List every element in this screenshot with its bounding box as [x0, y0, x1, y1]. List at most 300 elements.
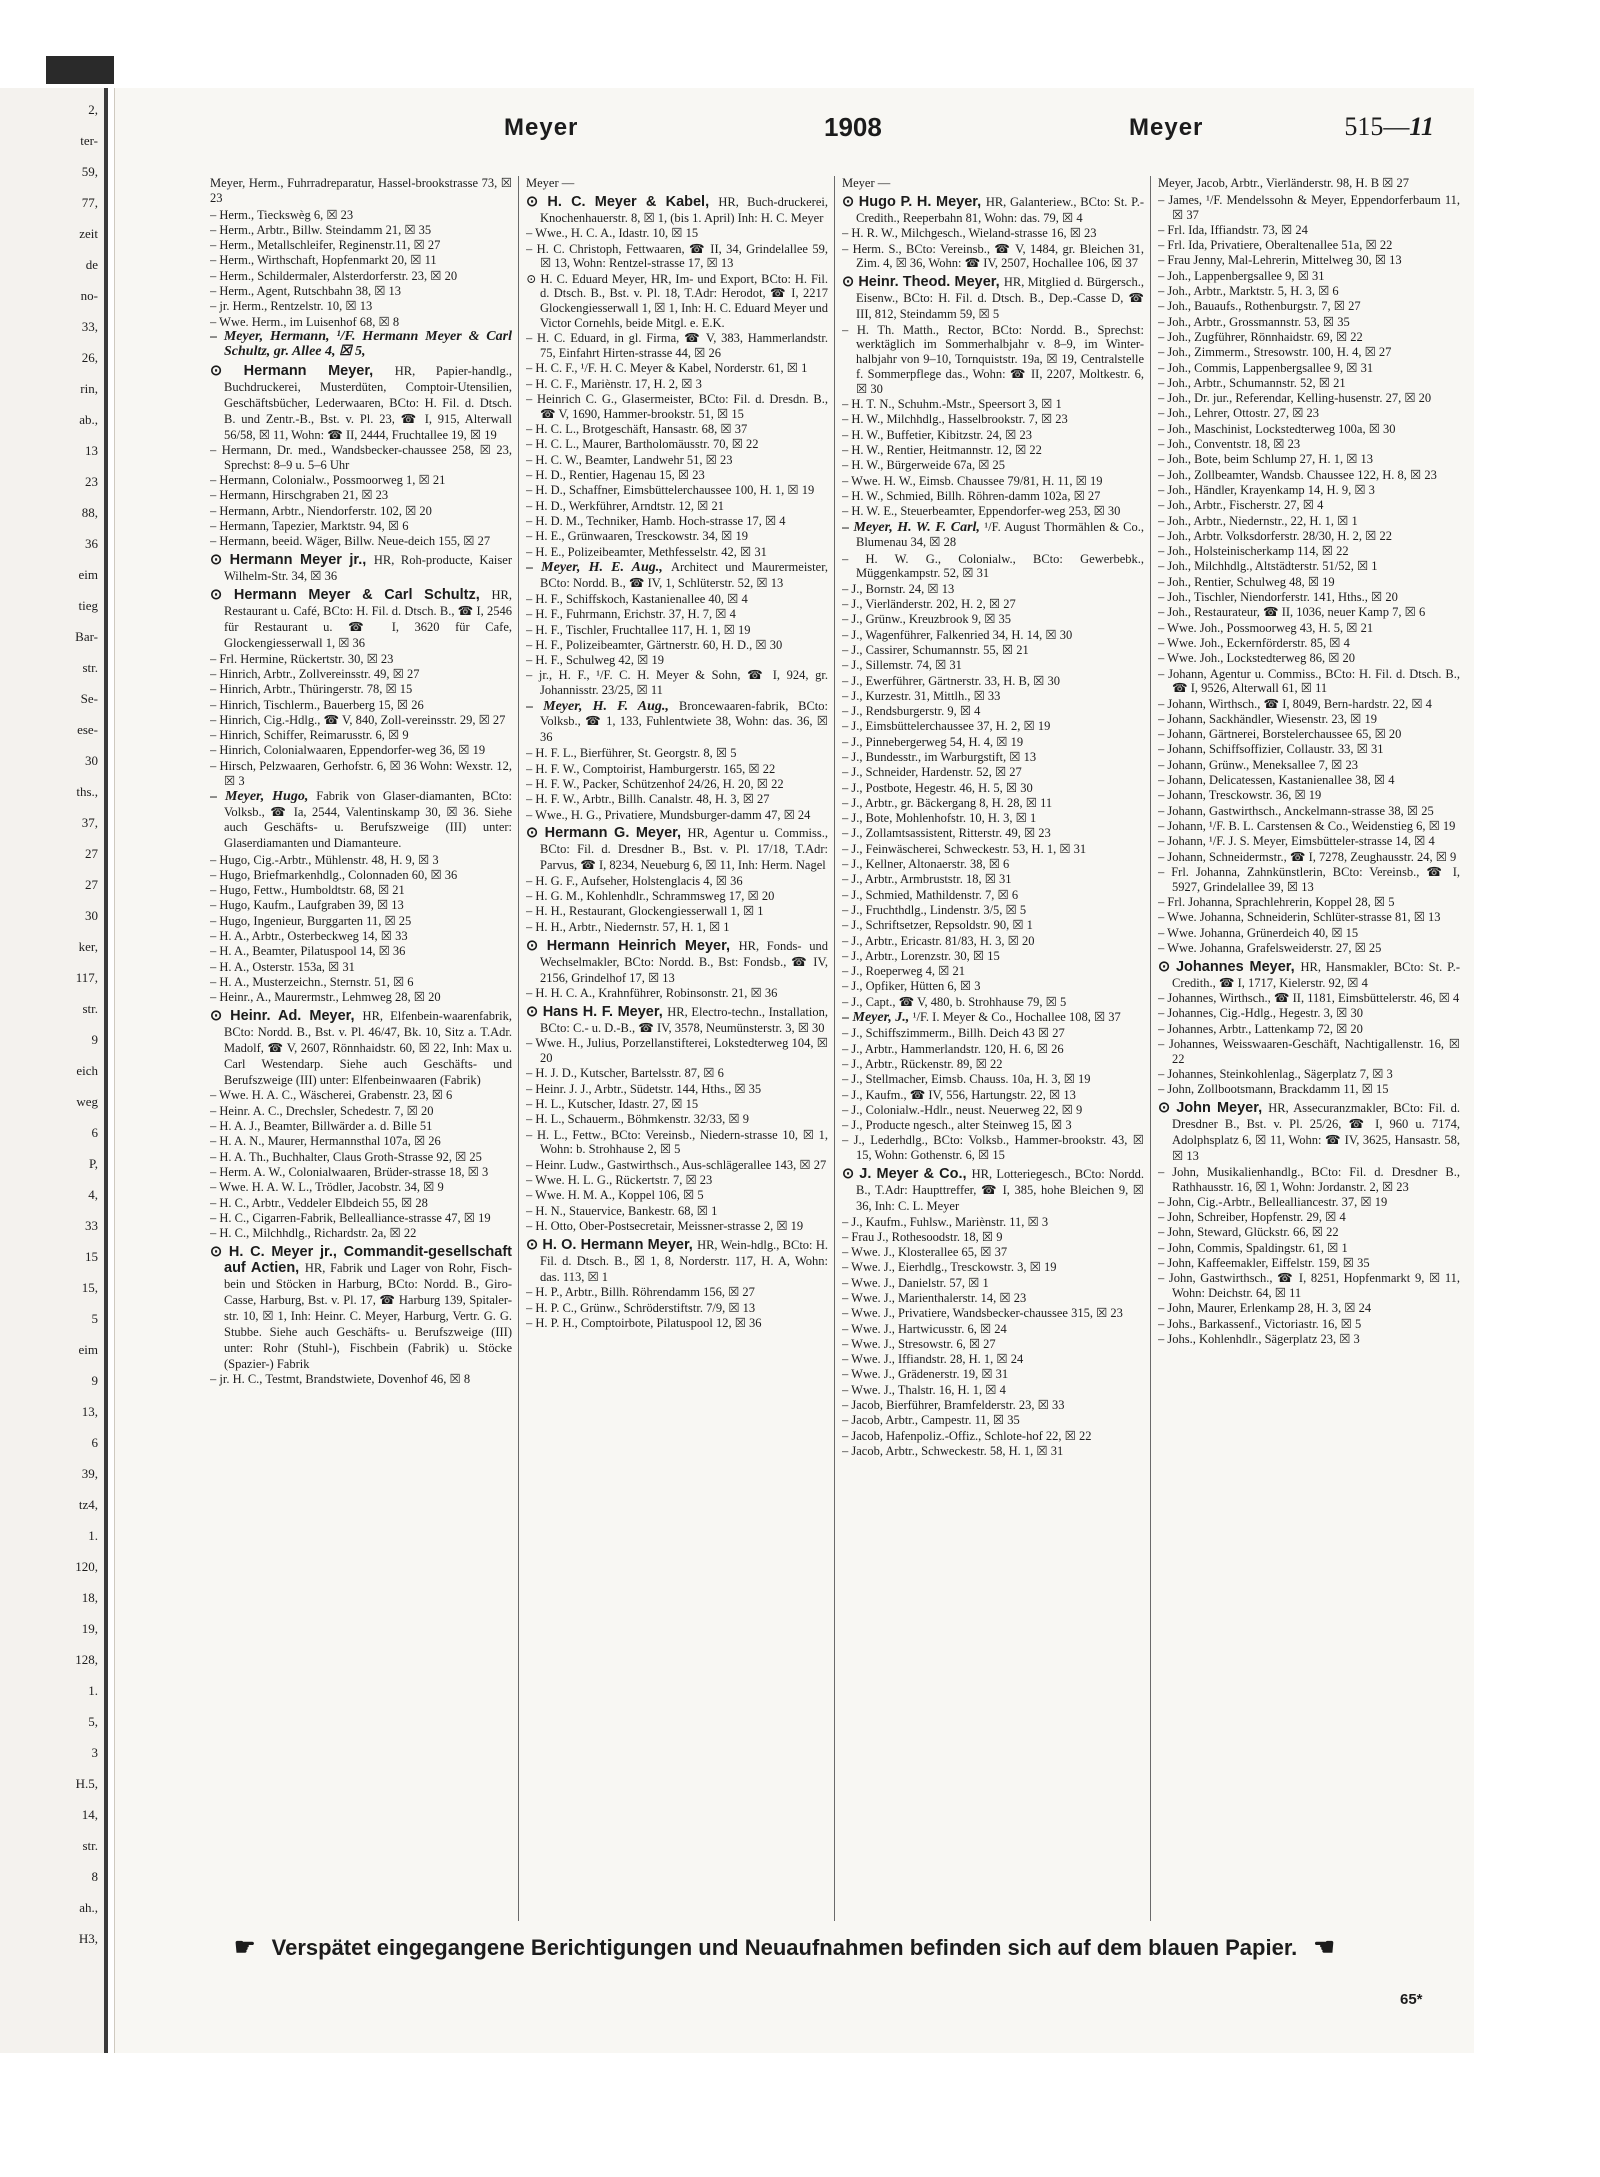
- entry-name: – H. C., Milchhdlg., Richardstr. 2a, ☒ 22: [210, 1226, 417, 1241]
- entry-name: – James, ¹/F. Mendelssohn & Meyer, Eppendorferbaum 11, ☒ 37: [1158, 192, 1460, 222]
- directory-entry: [1158, 758, 1460, 773]
- entry-name: – H. F. W., Arbtr., Billh. Canalstr. 48, H. 3, ☒ 27: [526, 792, 770, 807]
- directory-entry: [842, 1322, 1144, 1337]
- directory-entry: [1158, 468, 1460, 483]
- page-fold-edge: [104, 88, 108, 2053]
- directory-entry: [526, 1301, 828, 1316]
- entry-name: – H. F. L., Bierführer, St. Georgstr. 8, ☒ 5: [526, 746, 737, 761]
- entry-name: – Wwe. H. A. W. L., Trödler, Jacobstr. 34, ☒ 9: [210, 1180, 444, 1195]
- entry-name: – J., Cassirer, Schumannstr. 55, ☒ 21: [842, 642, 1029, 657]
- column-2: [526, 176, 828, 1921]
- entry-name: – Meyer, H. W. F. Carl,: [842, 519, 985, 535]
- directory-entry: [842, 1260, 1144, 1275]
- directory-entry: [210, 1088, 512, 1103]
- directory-entry: [526, 607, 828, 622]
- directory-entry: [1158, 773, 1460, 788]
- directory-entry: [842, 674, 1144, 689]
- entry-name: – H. P. C., Grünw., Schröderstiftstr. 7/9, ☒ 13: [526, 1300, 756, 1315]
- entry-name: – H. D., Rentier, Hagenau 15, ☒ 23: [526, 468, 705, 483]
- entry-name: ⊙ H. C. Meyer & Kabel,: [526, 193, 719, 210]
- header-right-keyword: Meyer: [1129, 114, 1204, 141]
- directory-entry: [1158, 697, 1460, 712]
- directory-entry: [526, 377, 828, 392]
- entry-name: – H. C. W., Beamter, Landwehr 51, ☒ 23: [526, 452, 733, 467]
- column-1: [210, 176, 512, 1921]
- margin-fragment: ese-: [77, 722, 98, 737]
- margin-fragment: str.: [82, 660, 98, 675]
- directory-entry: [842, 428, 1144, 443]
- directory-entry: [842, 1306, 1144, 1321]
- entry-details: HR, Papier-handlg., Buchdruckerei, Musterdüten, Comptoir-Utensilien, Geschäftsbücher, Lederwaaren, BCto: H. Fil. d. Dtsch. B. und Zentr.-B., Bst. v. Pl. 23, ☎ I, 915, Alterwall 56/58, ☒ 11, Wohn: ☎ II, 2444, Fruchtallee 19, ☒ 19: [224, 363, 512, 442]
- directory-entry: [842, 1291, 1144, 1306]
- directory-entry: [842, 1215, 1144, 1230]
- directory-entry: [526, 242, 828, 272]
- directory-entry: [1158, 299, 1460, 314]
- entry-name: – H. W., Schmied, Billh. Röhren-damm 102a, ☒ 27: [842, 488, 1101, 503]
- directory-entry: [210, 853, 512, 868]
- entry-name: – H. W. E., Steuerbeamter, Eppendorfer-weg 253, ☒ 30: [842, 504, 1121, 519]
- directory-entry: [210, 504, 512, 519]
- directory-entry: [210, 975, 512, 990]
- entry-name: – Heinr. J. J., Arbtr., Südetstr. 144, Hths., ☒ 35: [526, 1081, 762, 1096]
- directory-entry: [842, 1429, 1144, 1444]
- directory-entry: [526, 331, 828, 361]
- column-3: [842, 176, 1144, 1921]
- directory-entry: [526, 468, 828, 483]
- entry-name: – Johannes, Weisswaaren-Geschäft, Nachtigallenstr. 16, ☒ 22: [1158, 1037, 1460, 1066]
- directory-entry: [1158, 651, 1460, 666]
- entry-details: HR, Lotteriegesch., BCto: Nordd. B., T.Adr: Haupttreffer, ☎ I, 385, hohe Bleichen 9, ☒ 36, Inh: C. L. Meyer: [856, 1167, 1144, 1214]
- directory-entry: [842, 1352, 1144, 1367]
- entry-name: – John, Cig.-Arbtr., Bellealliancestr. 37, ☒ 19: [1158, 1194, 1388, 1209]
- directory-entry: [842, 1103, 1144, 1118]
- directory-entry: [1158, 406, 1460, 421]
- directory-entry: [842, 597, 1144, 612]
- entry-name: – Joh., Arbtr., Niedernstr., 22, H. 1, ☒ 1: [1158, 513, 1358, 528]
- entry-name: – J., Opfiker, Hütten 6, ☒ 3: [842, 979, 981, 994]
- margin-fragment: 13: [85, 443, 98, 458]
- entry-name: – Hermann, Dr. med., Wandsbecker-chaussee 258, ☒ 23, Sprechst: 8–9 u. 5–6 Uhr: [210, 443, 512, 472]
- entry-name: – J., Arbtr., Hammerlandstr. 120, H. 6, ☒ 26: [842, 1041, 1064, 1056]
- entry-name: – Johannes, Steinkohlenlag., Sägerplatz 7, ☒ 3: [1158, 1067, 1393, 1082]
- entry-name: – Hirsch, Pelzwaaren, Gerhofstr. 6, ☒ 36 Wohn: Wexstr. 12, ☒ 3: [210, 758, 512, 788]
- entry-name: – J., Producte ngesch., alter Steinweg 15, ☒ 3: [842, 1118, 1072, 1133]
- entry-name: – Wwe., H. C. A., Idastr. 10, ☒ 15: [526, 226, 699, 241]
- directory-entry: [1158, 1195, 1460, 1210]
- directory-entry: [842, 1118, 1144, 1133]
- directory-entry: [210, 789, 512, 852]
- entry-name: – Herm., Agent, Rutschbahn 38, ☒ 13: [210, 284, 402, 299]
- entry-name: – H. F., Tischler, Fruchtallee 117, H. 1, ☒ 19: [526, 622, 751, 637]
- margin-fragment: eich: [76, 1063, 98, 1078]
- entry-name: – Wwe. J., Thalstr. 16, H. 1, ☒ 4: [842, 1382, 1006, 1397]
- entry-name: – J., Wagenführer, Falkenried 34, H. 14, ☒ 30: [842, 627, 1073, 642]
- margin-fragment: str.: [82, 1001, 98, 1016]
- directory-entry: [1158, 1241, 1460, 1256]
- directory-entry: [210, 944, 512, 959]
- margin-fragment: 8: [91, 1869, 98, 1884]
- entry-name: – J., Sillemstr. 74, ☒ 31: [842, 658, 962, 673]
- entry-name: – Jacob, Arbtr., Schweckestr. 58, H. 1, ☒ 31: [842, 1443, 1064, 1458]
- entry-name: – Wwe. H. L. G., Rückertstr. 7, ☒ 23: [526, 1173, 713, 1188]
- directory-entry: [210, 1008, 512, 1088]
- entry-name: – Herm., Schildermaler, Alsterdorferstr. 23, ☒ 20: [210, 268, 458, 283]
- column-head-entry: Meyer —: [526, 176, 575, 190]
- margin-fragment: 1.: [88, 1528, 98, 1543]
- directory-entry: [1158, 727, 1460, 742]
- directory-entry: [526, 1173, 828, 1188]
- margin-fragment: 128,: [75, 1652, 98, 1667]
- directory-entry: [1158, 1317, 1460, 1332]
- entry-name: ⊙ Hermann Meyer,: [210, 362, 395, 379]
- directory-entry: [526, 808, 828, 823]
- margin-fragment: P,: [88, 1156, 98, 1171]
- directory-entry: [210, 1196, 512, 1211]
- entry-name: – Frl. Johanna, Sprachlehrerin, Koppel 28, ☒ 5: [1158, 894, 1395, 909]
- directory-entry: [842, 458, 1144, 473]
- directory-entry: [210, 883, 512, 898]
- directory-entry: [1158, 575, 1460, 590]
- entry-name: – J., Bote, Mohlenhofstr. 10, H. 3, ☒ 1: [842, 811, 1037, 826]
- margin-fragment: 30: [85, 753, 98, 768]
- directory-entry: [842, 934, 1144, 949]
- directory-entry: [842, 443, 1144, 458]
- margin-fragment: 30: [85, 908, 98, 923]
- entry-details: HR, Mitglied d. Bürgersch., Eisenw., BCto: H. Fil. d. Dtsch. B., Dep.-Casse D, ☎ III, 812, Steindamm 59, ☒ 5: [856, 275, 1144, 322]
- margin-fragment: 18,: [81, 1590, 98, 1605]
- margin-fragment: 3: [91, 1745, 98, 1760]
- directory-entry: [210, 284, 512, 299]
- header-year: 1908: [824, 112, 882, 142]
- directory-entry: [526, 226, 828, 241]
- directory-entry: [842, 811, 1144, 826]
- directory-entry: [526, 874, 828, 889]
- entry-name: ⊙ Hermann Meyer jr.,: [210, 552, 374, 569]
- directory-entry: [526, 361, 828, 376]
- entry-name: – Joh., Arbtr., Schumannstr. 52, ☒ 21: [1158, 375, 1346, 390]
- directory-entry: [842, 689, 1144, 704]
- entry-name: – H. T. N., Schuhm.-Mstr., Speersort 3, ☒ 1: [842, 397, 1062, 412]
- margin-fragment: 33: [85, 1218, 98, 1233]
- directory-entry: [1158, 1082, 1460, 1097]
- directory-entry: [1158, 667, 1460, 697]
- directory-entry: [210, 519, 512, 534]
- entry-name: – H. F. W., Packer, Schützenhof 24/26, H. 20, ☒ 22: [526, 776, 784, 791]
- signature-mark: 65*: [1400, 1991, 1423, 2008]
- directory-page: [114, 88, 1474, 2053]
- entry-name: – Joh., Arbtr. Volksdorferstr. 28/30, H. 2, ☒ 22: [1158, 528, 1393, 543]
- entry-name: – J., Roeperweg 4, ☒ 21: [842, 964, 965, 979]
- directory-entry: [526, 1237, 828, 1285]
- directory-entry: [1158, 926, 1460, 941]
- entry-name: – Hinrich, Colonialwaaren, Eppendorfer-weg 36, ☒ 19: [210, 743, 486, 758]
- directory-entry: [526, 638, 828, 653]
- entry-name: – Joh., Rentier, Schulweg 48, ☒ 19: [1158, 574, 1335, 589]
- directory-entry: [526, 792, 828, 807]
- entry-name: – Hermann, Tapezier, Marktstr. 94, ☒ 6: [210, 519, 409, 534]
- column-rule: [518, 176, 519, 1921]
- directory-entry: [842, 1026, 1144, 1041]
- directory-entry: [1158, 621, 1460, 636]
- entry-name: – Wwe. H., Julius, Porzellanstifterei, Lokstedterweg 104, ☒ 20: [526, 1036, 828, 1066]
- directory-entry: [1158, 1301, 1460, 1316]
- entry-name: – Wwe. Joh., Eckernförderstr. 85, ☒ 4: [1158, 635, 1350, 650]
- entry-name: – Johann, Gastwirthsch., Anckelmann-strasse 38, ☒ 25: [1158, 803, 1434, 818]
- directory-entry: [526, 986, 828, 1001]
- directory-entry: [842, 274, 1144, 322]
- directory-entry: [210, 488, 512, 503]
- column-head-entry: Meyer —: [842, 176, 891, 190]
- margin-fragment: eim: [78, 567, 98, 582]
- directory-entry: [210, 1119, 512, 1134]
- directory-entry: [1158, 991, 1460, 1006]
- entry-name: ⊙ Heinr. Theod. Meyer,: [842, 274, 1004, 291]
- directory-entry: [842, 226, 1144, 241]
- entry-name: – Meyer, Hermann, ¹/F. Hermann Meyer & Carl Schultz, gr. Allee 4, ☒ 5,: [210, 328, 512, 359]
- entry-name: – H. H., Arbtr., Niedernstr. 57, H. 1, ☒ 1: [526, 919, 730, 934]
- entry-name: – Wwe. Johanna, Grünerdeich 40, ☒ 15: [1158, 925, 1359, 940]
- entry-details: HR, Buch-druckerei, Knochenhauerstr. 8, ☒ 1, (bis 1. April) Inh: H. C. Meyer: [540, 194, 828, 225]
- directory-entry: [842, 842, 1144, 857]
- entry-name: – H. F., Polizeibeamter, Gärtnerstr. 60, H. D., ☒ 30: [526, 637, 783, 652]
- entry-name: – H. Otto, Ober-Postsecretair, Meissner-strasse 2, ☒ 19: [526, 1218, 804, 1233]
- entry-name: – Johann, Schiffsoffizier, Collaustr. 33, ☒ 31: [1158, 742, 1384, 757]
- directory-entry: [1158, 559, 1460, 574]
- margin-fragment: 77,: [81, 195, 98, 210]
- entry-details: HR, Assecuranzmakler, BCto: Fil. d. Dresdner B., Bst. v. Pl. 25/26, ☎ I, 960 u. 7174, Adolphsplatz 6, ☒ 11, Wohn: ☎ IV, 3625, Hansastr. 58, ☒ 13: [1172, 1101, 1460, 1164]
- entry-name: – Frl. Ida, Iffiandstr. 73, ☒ 24: [1158, 222, 1308, 237]
- directory-entry: [1158, 330, 1460, 345]
- directory-entry: [842, 552, 1144, 582]
- directory-entry: [1158, 895, 1460, 910]
- entry-name: – Hugo, Fettw., Humboldtstr. 68, ☒ 21: [210, 883, 405, 898]
- entry-name: – Wwe. H. A. C., Wäscherei, Grabenstr. 23, ☒ 6: [210, 1088, 453, 1103]
- entry-name: – H. C. L., Maurer, Bartholomäusstr. 70, ☒ 22: [526, 437, 759, 452]
- directory-entry: [1158, 1256, 1460, 1271]
- directory-entry: [842, 857, 1144, 872]
- directory-entry: [1158, 437, 1460, 452]
- directory-entry: [842, 1057, 1144, 1072]
- entry-name: – Herm., Metallschleifer, Reginenstr.11, ☒ 27: [210, 238, 441, 253]
- entry-name: – Johann, Agentur u. Commiss., BCto: H. Fil. d. Dtsch. B., ☎ I, 9526, Alterwall 61, ☒ 11: [1158, 666, 1460, 696]
- pointing-hand-right-icon: ☚: [1313, 1934, 1335, 1961]
- entry-name: – H. F., Schulweg 42, ☒ 19: [526, 653, 664, 668]
- directory-entry: [526, 1128, 828, 1158]
- header-left-keyword: Meyer: [504, 114, 579, 141]
- entry-name: ⊙ Hermann Meyer & Carl Schultz,: [210, 587, 492, 604]
- entry-name: – Joh., Dr. jur., Referendar, Kelling-husenstr. 27, ☒ 20: [1158, 391, 1432, 406]
- directory-entry: [1158, 605, 1460, 620]
- entry-name: – Hermann, Arbtr., Niendorferstr. 102, ☒ 20: [210, 503, 432, 518]
- margin-fragment: 6: [91, 1435, 98, 1450]
- entry-name: – Wwe. J., Stresowstr. 6, ☒ 27: [842, 1336, 996, 1351]
- directory-entry: [210, 587, 512, 651]
- column-head-entry: Meyer, Herm., Fuhrradreparatur, Hassel-brookstrasse 73, ☒ 23: [210, 176, 512, 205]
- entry-name: – H. E., Grünwaaren, Tresckowstr. 34, ☒ 19: [526, 529, 748, 544]
- directory-entry: [210, 713, 512, 728]
- directory-entry: [526, 1036, 828, 1066]
- margin-fragment: tz4,: [78, 1497, 98, 1512]
- entry-name: – H. L., Kutscher, Idastr. 27, ☒ 15: [526, 1097, 699, 1112]
- entry-name: – H. A., Beamter, Pilatuspool 14, ☒ 36: [210, 944, 406, 959]
- entry-name: – H. W., Rentier, Heitmannstr. 12, ☒ 22: [842, 443, 1042, 458]
- directory-entry: [526, 529, 828, 544]
- entry-details: Fabrik von Glaser-diamanten, BCto: Volksb., ☎ Ia, 2544, Valentinskamp 30, ☒ 36. Siehe auch Geschäfts- u. Berufszweige (III) unter: Glaserdiamanten und Diamanteure.: [224, 788, 512, 851]
- directory-entry: [526, 889, 828, 904]
- entry-name: – Frau Jenny, Mal-Lehrerin, Mittelweg 30, ☒ 13: [1158, 253, 1402, 268]
- margin-fragment: 37,: [81, 815, 98, 830]
- entry-name: – J., Pinnebergerweg 54, H. 4, ☒ 19: [842, 734, 1024, 749]
- entry-name: – John, Commis, Spaldingstr. 61, ☒ 1: [1158, 1240, 1348, 1255]
- entry-name: – Johannes, Wirthsch., ☎ II, 1181, Eimsbüttelerstr. 46, ☒ 4: [1158, 991, 1460, 1006]
- entry-name: – Joh., Zollbeamter, Wandsb. Chaussee 122, H. 8, ☒ 23: [1158, 467, 1437, 482]
- directory-entry: [842, 397, 1144, 412]
- directory-entry: [1158, 819, 1460, 834]
- entry-name: – Meyer, J.,: [842, 1010, 913, 1026]
- directory-entry: [210, 682, 512, 697]
- directory-entry: [842, 628, 1144, 643]
- entry-name: – J., Schmied, Mathildenstr. 7, ☒ 6: [842, 887, 1019, 902]
- entry-name: – Heinr. A. C., Drechsler, Schedestr. 7, ☒ 20: [210, 1103, 434, 1118]
- directory-entry: [842, 1444, 1144, 1459]
- entry-name: – H. W., Milchhdlg., Hasselbrookstr. 7, ☒ 23: [842, 412, 1068, 427]
- directory-entry: [526, 1066, 828, 1081]
- directory-entry: [842, 719, 1144, 734]
- directory-entry: [210, 223, 512, 238]
- entry-name: – J., Zollamtsassistent, Ritterstr. 49, ☒ 23: [842, 826, 1051, 841]
- entry-name: – H. D., Schaffner, Eimsbüttelerchaussee 100, H. 1, ☒ 19: [526, 483, 815, 498]
- entry-name: – jr. Herm., Rentzelstr. 10, ☒ 13: [210, 299, 373, 314]
- entry-name: – H. C. F., Mariènstr. 17, H. 2, ☒ 3: [526, 376, 702, 391]
- entry-name: – H. C. Eduard, in gl. Firma, ☎ V, 383, Hammerlandstr. 75, Einfahrt Hirten-strasse 44, ☒ 26: [526, 331, 828, 361]
- entry-name: – Joh., Zugführer, Rönnhaidstr. 69, ☒ 22: [1158, 329, 1363, 344]
- entry-name: – Johann, Grünw., Meneksallee 7, ☒ 23: [1158, 757, 1358, 772]
- footer-text: Verspätet eingegangene Berichtigungen und Neuaufnahmen befinden sich auf dem blauen Papier.: [271, 1935, 1298, 1960]
- margin-fragment: 23: [85, 474, 98, 489]
- directory-entry: [842, 1245, 1144, 1260]
- entry-name: ⊙ H. C. Eduard Meyer,: [526, 271, 652, 286]
- directory-entry: [526, 920, 828, 935]
- directory-entry: [842, 1337, 1144, 1352]
- margin-fragment: 39,: [81, 1466, 98, 1481]
- entry-name: – H. C. L., Brotgeschäft, Hansastr. 68, ☒ 37: [526, 422, 748, 437]
- directory-entry: [1158, 1271, 1460, 1301]
- directory-entry: [842, 504, 1144, 519]
- entry-name: – John, Kaffeemakler, Eiffelstr. 159, ☒ 35: [1158, 1256, 1370, 1270]
- directory-entry: [210, 914, 512, 929]
- entry-name: – Hinrich, Arbtr., Thüringerstr. 78, ☒ 15: [210, 682, 413, 697]
- page-header: [114, 110, 1474, 150]
- margin-fragment: ths.,: [76, 784, 98, 799]
- entry-name: – J., Schriftsetzer, Repsoldstr. 90, ☒ 1: [842, 918, 1033, 933]
- entry-name: – H. A., Arbtr., Osterbeckweg 14, ☒ 33: [210, 928, 408, 943]
- directory-entry: [842, 826, 1144, 841]
- margin-fragment: ah.,: [79, 1900, 98, 1915]
- directory-entry: [1158, 1022, 1460, 1037]
- margin-fragment: 4,: [88, 1187, 98, 1202]
- directory-entry: [1158, 284, 1460, 299]
- margin-fragment: 36: [85, 536, 98, 551]
- directory-entry: [1158, 253, 1460, 268]
- directory-entry: [1158, 834, 1460, 849]
- entry-details: Broncewaaren-fabrik, BCto: Volksb., ☎ 1, 133, Fuhlentwiete 38, Wohn: das. 36, ☒ 36: [540, 698, 828, 745]
- directory-entry: [842, 903, 1144, 918]
- entry-name: – J., Colonialw.-Hdlr., neust. Neuerweg 22, ☒ 9: [842, 1102, 1083, 1117]
- directory-entry: [842, 474, 1144, 489]
- entry-name: – J., Kellner, Altonaerstr. 38, ☒ 6: [842, 857, 1010, 872]
- entry-name: – Johann, Tresckowstr. 36, ☒ 19: [1158, 788, 1322, 803]
- directory-entry: [526, 1316, 828, 1331]
- entry-name: – Frau J., Rothesoodstr. 18, ☒ 9: [842, 1229, 1003, 1244]
- directory-entry: [842, 1383, 1144, 1398]
- entry-details: HR, Elfenbein-waarenfabrik, BCto: Nordd. B., Bst. v. Pl. 46/47, Bk. 10, Sitz a. T.Adr. Madolf, ☎ V, 2607, Rönnhaidstr. 60, ☒ 22, Inh: Max u. Carl Westendarp. Siehe auch Geschäfts- und Berufszweige (III) unter: Elfenbeinwaaren (Fabrik): [224, 1008, 512, 1087]
- entry-name: – H. C., Arbtr., Veddeler Elbdeich 55, ☒ 28: [210, 1195, 428, 1210]
- directory-entry: [1158, 712, 1460, 727]
- directory-entry: [1158, 636, 1460, 651]
- entry-name: – John, Musikalienhandlg., BCto: Fil. d. Dresdner B., Rathhausstr. 16, ☒ 1, Wohn: Jordanstr. 2, ☒ 23: [1158, 1164, 1460, 1194]
- entry-name: – J., Stellmacher, Eimsb. Chauss. 10a, H. 3, ☒ 19: [842, 1072, 1091, 1087]
- directory-entry: [526, 653, 828, 668]
- directory-entry: [1158, 941, 1460, 956]
- directory-entry: [210, 238, 512, 253]
- margin-fragment: de: [85, 257, 98, 272]
- entry-details: ¹/F. I. Meyer & Co., Hochallee 108, ☒ 37: [912, 1010, 1121, 1025]
- entry-name: – Wwe. Herm., im Luisenhof 68, ☒ 8: [210, 314, 400, 329]
- margin-fragment: tieg: [78, 598, 98, 613]
- directory-entry: [526, 453, 828, 468]
- entry-name: – J., Arbtr., Ericastr. 81/83, H. 3, ☒ 20: [842, 933, 1035, 948]
- scan-tab-mark: [46, 56, 114, 84]
- directory-entry: [210, 473, 512, 488]
- scan-background: [0, 0, 1600, 60]
- entry-name: – Wwe. Johanna, Schneiderin, Schlüter-strasse 81, ☒ 13: [1158, 910, 1441, 925]
- margin-fragment: 15,: [81, 1280, 98, 1295]
- directory-entry: [1158, 544, 1460, 559]
- directory-entry: [210, 990, 512, 1005]
- margin-fragment: 5,: [88, 1714, 98, 1729]
- directory-entry: [526, 1204, 828, 1219]
- directory-entry: [210, 698, 512, 713]
- entry-name: – Johann, Delicatessen, Kastanienallee 38, ☒ 4: [1158, 773, 1395, 788]
- entry-name: – J., Arbtr., Armbruststr. 18, ☒ 31: [842, 872, 1012, 887]
- margin-fragment: 9: [91, 1032, 98, 1047]
- directory-entry: [210, 1104, 512, 1119]
- entry-name: – J., Bornstr. 24, ☒ 13: [842, 581, 955, 596]
- entry-name: – Heinr. Ludw., Gastwirthsch., Aus-schlägerallee 143, ☒ 27: [526, 1157, 827, 1172]
- entry-name: – H. A. Th., Buchhalter, Claus Groth-Strasse 92, ☒ 25: [210, 1149, 482, 1164]
- entry-name: – H. D. M., Techniker, Hamb. Hoch-strasse 17, ☒ 4: [526, 513, 786, 528]
- entry-name: ⊙ Hans H. F. Meyer,: [526, 1003, 668, 1020]
- entry-name: – Wwe. J., Danielstr. 57, ☒ 1: [842, 1275, 989, 1290]
- entry-name: – Johs., Kohlenhdlr., Sägerplatz 23, ☒ 3: [1158, 1331, 1360, 1346]
- entry-name: – J., Vierländerstr. 202, H. 2, ☒ 27: [842, 597, 1016, 612]
- entry-name: – H. J. D., Kutscher, Bartelsstr. 87, ☒ 6: [526, 1066, 724, 1081]
- previous-page-margin: [0, 88, 108, 2053]
- directory-entry: [210, 929, 512, 944]
- footer-notice: [234, 1933, 1454, 1973]
- directory-entry: [842, 520, 1144, 552]
- entry-name: – Wwe. J., Grädenerstr. 19, ☒ 31: [842, 1367, 1009, 1382]
- margin-fragment: no-: [80, 288, 98, 303]
- entry-name: – Wwe. J., Klosterallee 65, ☒ 37: [842, 1245, 1008, 1260]
- entry-name: – Jacob, Bierführer, Bramfelderstr. 23, ☒ 33: [842, 1398, 1065, 1413]
- directory-entry: [210, 363, 512, 443]
- margin-fragment: 27: [85, 846, 98, 861]
- directory-entry: [526, 1285, 828, 1300]
- entry-name: – J., Arbtr., Rückenstr. 89, ☒ 22: [842, 1056, 1003, 1071]
- directory-entry: [526, 746, 828, 761]
- entry-name: – J., Fruchthdlg., Lindenstr. 3/5, ☒ 5: [842, 902, 1027, 917]
